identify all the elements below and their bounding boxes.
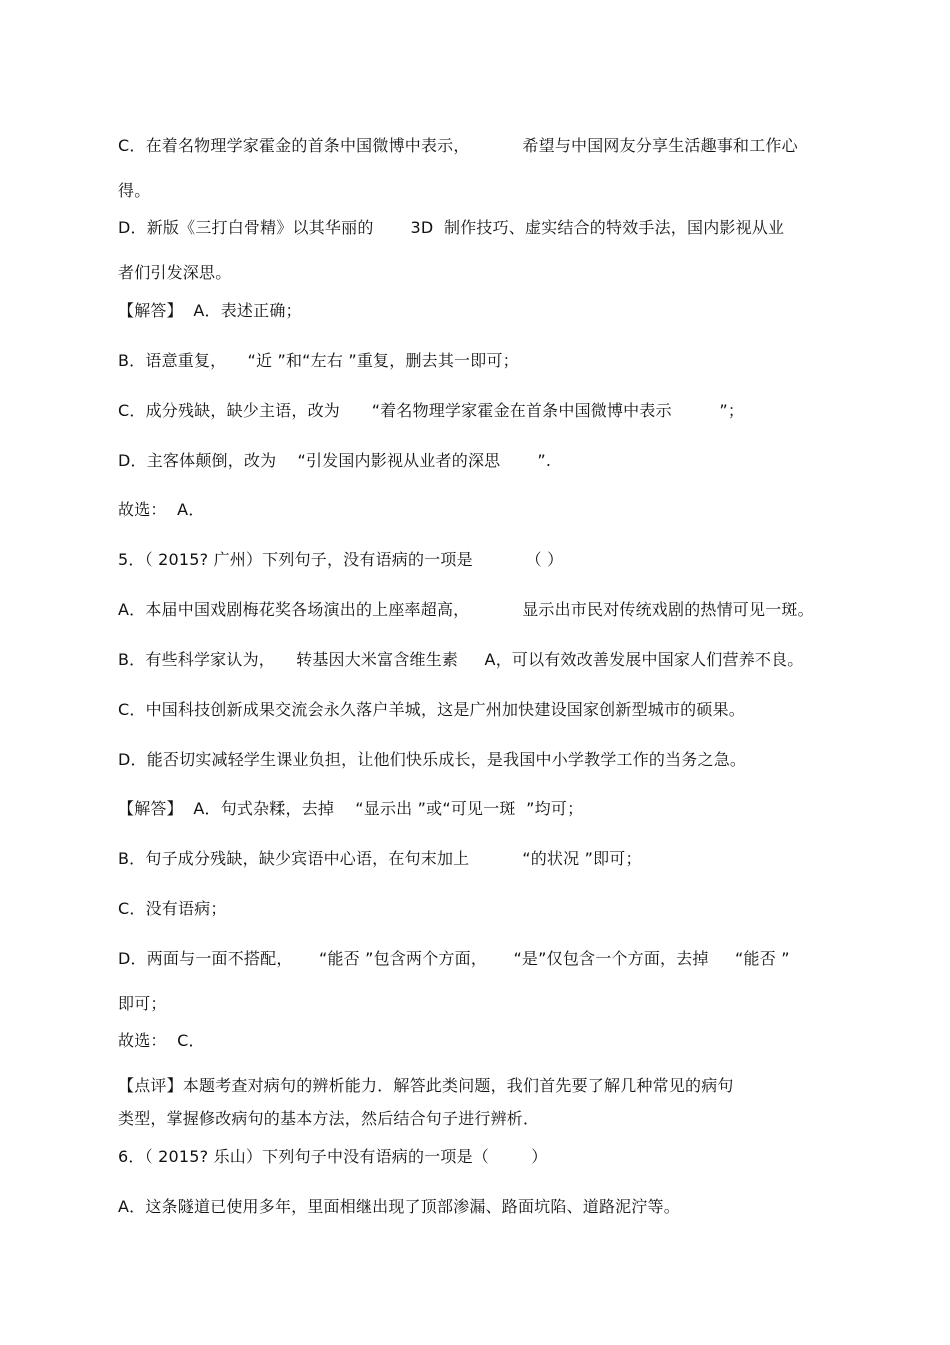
text-line: 类型，掌握修改病句的基本方法，然后结合句子进行辨析． — [118, 1109, 540, 1128]
text-line: 6．（ 2015? 乐山）下列句子中没有语病的一项是（ ） — [118, 1147, 548, 1166]
text-line: 【点评】本题考查对病句的辨析能力．解答此类问题，我们首先要了解几种常见的病句 — [118, 1076, 734, 1095]
text-line: 得。 — [118, 181, 151, 200]
text-line: C．在着名物理学家霍金的首条中国微博中表示， 希望与中国网友分享生活趣事和工作心 — [118, 136, 798, 155]
text-line: 【解答】 A．表述正确； — [118, 301, 302, 320]
text-line: 故选： C． — [118, 1031, 205, 1050]
text-line: B．有些科学家认为， 转基因大米富含维生素 A，可以有效改善发展中国家人们营养不良。 — [118, 650, 804, 669]
text-line: 故选： A． — [118, 500, 205, 519]
text-line: D．两面与一面不搭配， “能否 ”包含两个方面， “是”仅包含一个方面，去掉 “能否 ” — [118, 949, 790, 968]
text-line: B．句子成分残缺，缺少宾语中心语，在句末加上 “的状况 ”即可； — [118, 849, 642, 868]
text-line: D．新版《三打白骨精》以其华丽的 3D 制作技巧、虚实结合的特效手法，国内影视从业 — [118, 218, 785, 237]
text-line: 5．（ 2015? 广州）下列句子，没有语病的一项是 （ ） — [118, 550, 564, 569]
text-line: D．主客体颠倒，改为 “引发国内影视从业者的深思 ”. — [118, 451, 552, 470]
text-line: C．中国科技创新成果交流会永久落户羊城，这是广州加快建设国家创新型城市的硕果。 — [118, 700, 745, 719]
text-line: 【解答】 A．句式杂糅，去掉 “显示出 ”或“可见一斑 ”均可； — [118, 799, 584, 818]
text-line: 即可； — [118, 994, 167, 1013]
text-line: 者们引发深思。 — [118, 263, 232, 282]
text-line: A．这条隧道已使用多年，里面相继出现了顶部渗漏、路面坑陷、道路泥泞等。 — [118, 1197, 680, 1216]
text-line: A．本届中国戏剧梅花奖各场演出的上座率超高， 显示出市民对传统戏剧的热情可见一斑。 — [118, 600, 814, 619]
text-line: C．没有语病； — [118, 899, 227, 918]
text-line: D．能否切实减轻学生课业负担，让他们快乐成长，是我国中小学教学工作的当务之急。 — [118, 750, 747, 769]
text-line: C．成分残缺，缺少主语，改为 “着名物理学家霍金在首条中国微博中表示 ”； — [118, 401, 745, 420]
text-line: B．语意重复， “近 ”和“左右 ”重复，删去其一即可； — [118, 351, 519, 370]
